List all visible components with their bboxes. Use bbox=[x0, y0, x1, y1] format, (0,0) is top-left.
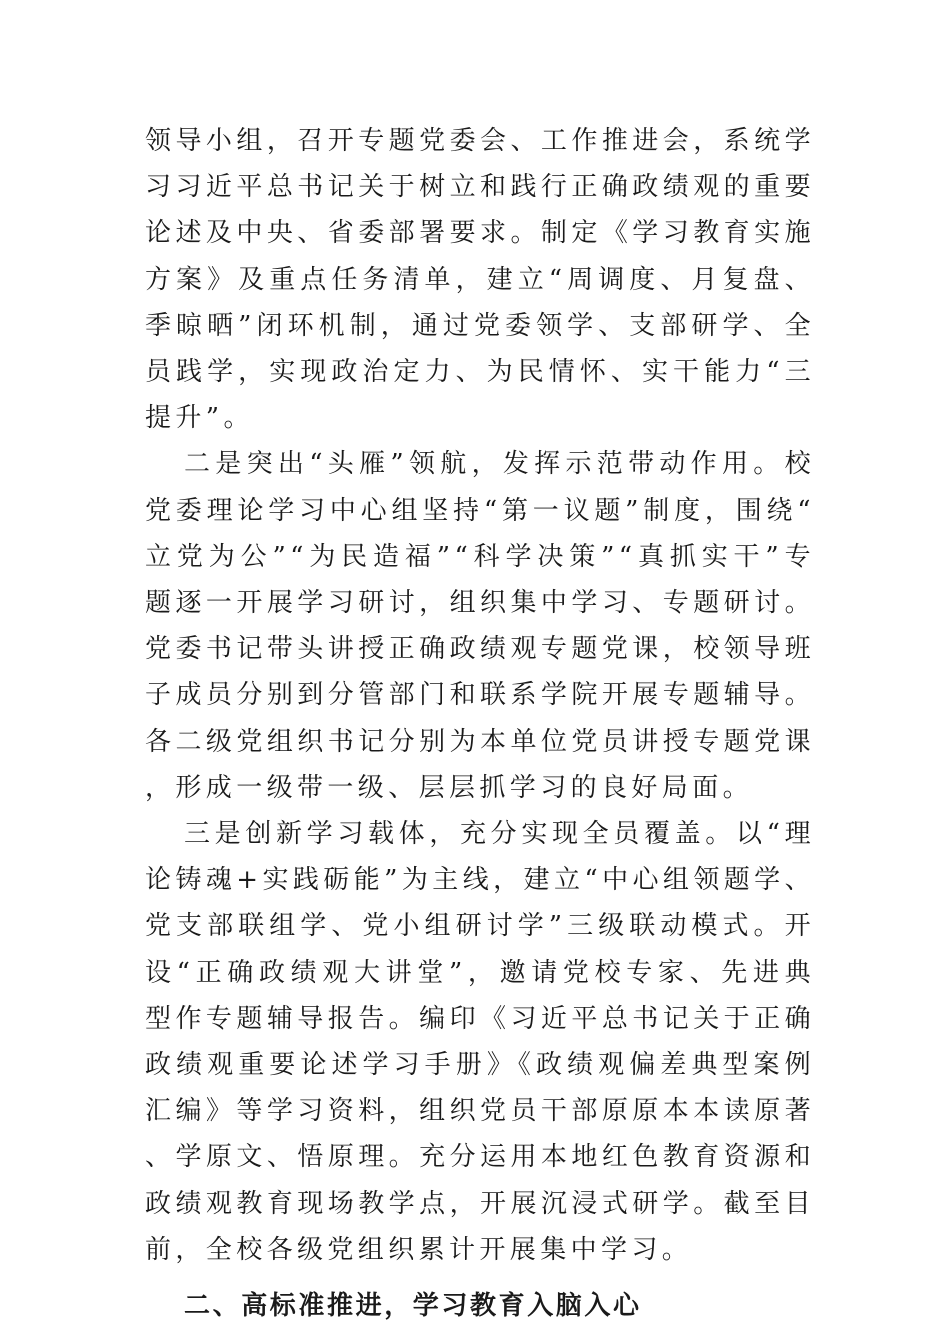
paragraph-continuation: 领导小组，召开专题党委会、工作推进会，系统学习习近平总书记关于树立和践行正确政绩观的重要论述及中央、省委部署要求。制定《学习教育实施方案》及重点任务清单，建立“周调度、月复盘、季晾晒”闭环机制，通过党委领学、支部研学、全员践学，实现政治定力、为民情怀、实干能力“三提升”。 bbox=[145, 126, 815, 434]
section-heading: 二、高标准推进，学习教育入脑入心 bbox=[184, 1291, 642, 1322]
document-body bbox=[145, 118, 815, 1329]
paragraph-point-two: 二是突出“头雁”领航，发挥示范带动作用。校党委理论学习中心组坚持“第一议题”制度，围绕“立党为公”“为民造福”“科学决策”“真抓实干”专题逐一开展学习研讨，组织集中学习、专题研讨。党委书记带头讲授正确政绩观专题党课，校领导班子成员分别到分管部门和联系学院开展专题辅导。各二级党组织书记分别为本单位党员讲授专题党课，形成一级带一级、层层抓学习的良好局面。 bbox=[145, 449, 815, 803]
paragraph-point-three: 三是创新学习载体，充分实现全员覆盖。以“理论铸魂+实践砺能”为主线，建立“中心组领题学、党支部联组学、党小组研讨学”三级联动模式。开设“正确政绩观大讲堂”，邀请党校专家、先进典型作专题辅导报告。编印《习近平总书记关于正确政绩观重要论述学习手册》《政绩观偏差典型案例汇编》等学习资料，组织党员干部原原本本读原著、学原文、悟原理。充分运用本地红色教育资源和政绩观教育现场教学点，开展沉浸式研学。截至目前，全校各级党组织累计开展集中学习。 bbox=[145, 819, 815, 1265]
